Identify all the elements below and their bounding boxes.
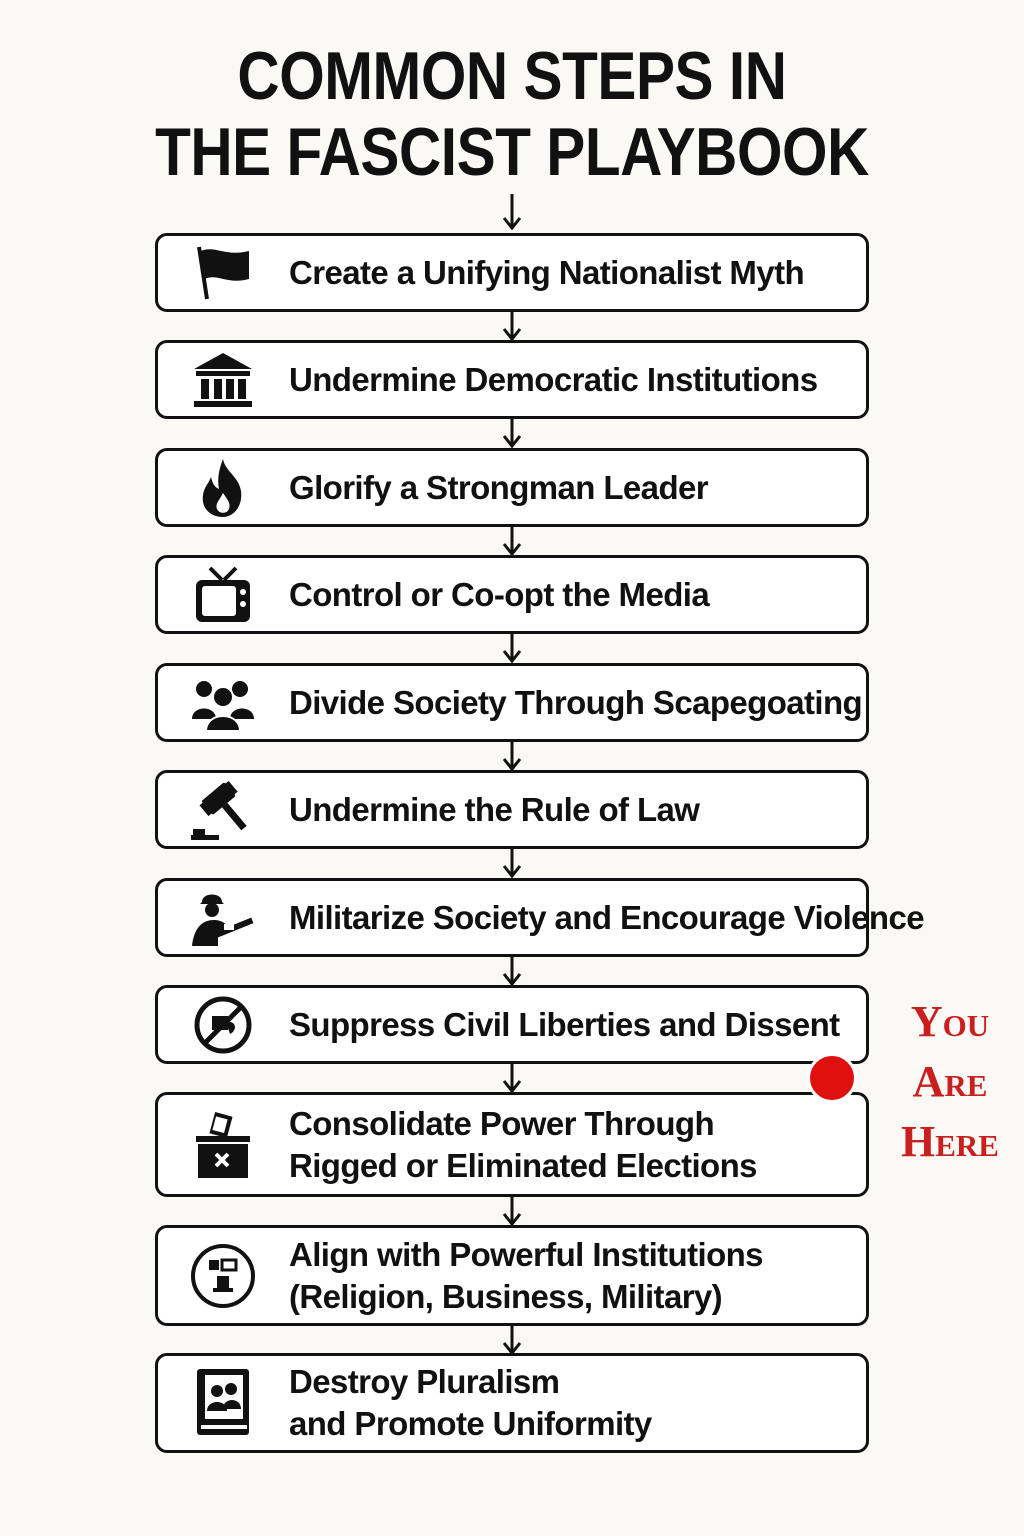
you-are-here-dot — [807, 1053, 857, 1103]
people-group-icon — [188, 668, 258, 738]
gavel-icon — [188, 775, 258, 845]
soldier-icon — [188, 883, 258, 953]
step-label: Consolidate Power Through Rigged or Eliminated Elections — [289, 1104, 757, 1184]
step-box-10 — [155, 1225, 869, 1326]
arrow-down-icon — [500, 418, 524, 448]
prohibited-speech-icon — [188, 990, 258, 1060]
step-label: Suppress Civil Liberties and Dissent — [289, 1005, 840, 1043]
institutions-seal-icon — [188, 1241, 258, 1311]
marker-line-3: Here — [901, 1117, 999, 1166]
arrow-down-icon — [500, 192, 524, 232]
step-box-4 — [155, 555, 869, 634]
television-icon — [188, 560, 258, 630]
step-box-5 — [155, 663, 869, 742]
arrow-down-icon — [500, 1063, 524, 1093]
arrow-down-icon — [500, 956, 524, 986]
step-label: Align with Powerful Institutions (Religion, Business, Military) — [289, 1235, 763, 1315]
title-line-2: THE FASCIST PLAYBOOK — [155, 114, 869, 190]
step-box-2 — [155, 340, 869, 419]
arrow-down-icon — [500, 311, 524, 341]
arrow-down-icon — [500, 633, 524, 663]
flame-icon — [188, 453, 258, 523]
arrow-down-icon — [500, 848, 524, 878]
step-label: Glorify a Strongman Leader — [289, 468, 708, 506]
step-box-8 — [155, 985, 869, 1064]
step-box-7 — [155, 878, 924, 957]
ballot-box-icon — [188, 1110, 258, 1180]
step-label: Undermine the Rule of Law — [289, 790, 700, 828]
step-box-9 — [155, 1092, 869, 1197]
arrow-down-icon — [500, 1325, 524, 1355]
government-building-icon — [188, 345, 258, 415]
title-line-1: COMMON STEPS IN — [237, 38, 787, 114]
step-box-11 — [155, 1353, 869, 1453]
step-label: Create a Unifying Nationalist Myth — [289, 253, 805, 291]
step-label: Control or Co-opt the Media — [289, 575, 710, 613]
step-box-6 — [155, 770, 869, 849]
marker-line-1: You — [910, 997, 990, 1046]
step-box-1 — [155, 233, 869, 312]
marker-line-2: Are — [912, 1057, 988, 1106]
arrow-down-icon — [500, 1196, 524, 1226]
step-label: Destroy Pluralism and Promote Uniformity — [289, 1363, 652, 1442]
you-are-here-label — [870, 992, 1024, 1172]
arrow-down-icon — [500, 526, 524, 556]
flag-icon — [188, 238, 258, 308]
book-people-icon — [188, 1368, 258, 1438]
page-title — [72, 38, 953, 190]
step-label: Undermine Democratic Institutions — [289, 360, 818, 398]
step-label: Divide Society Through Scapegoating — [289, 683, 863, 721]
step-label: Militarize Society and Encourage Violence — [289, 898, 924, 936]
step-box-3 — [155, 448, 869, 527]
arrow-down-icon — [500, 741, 524, 771]
